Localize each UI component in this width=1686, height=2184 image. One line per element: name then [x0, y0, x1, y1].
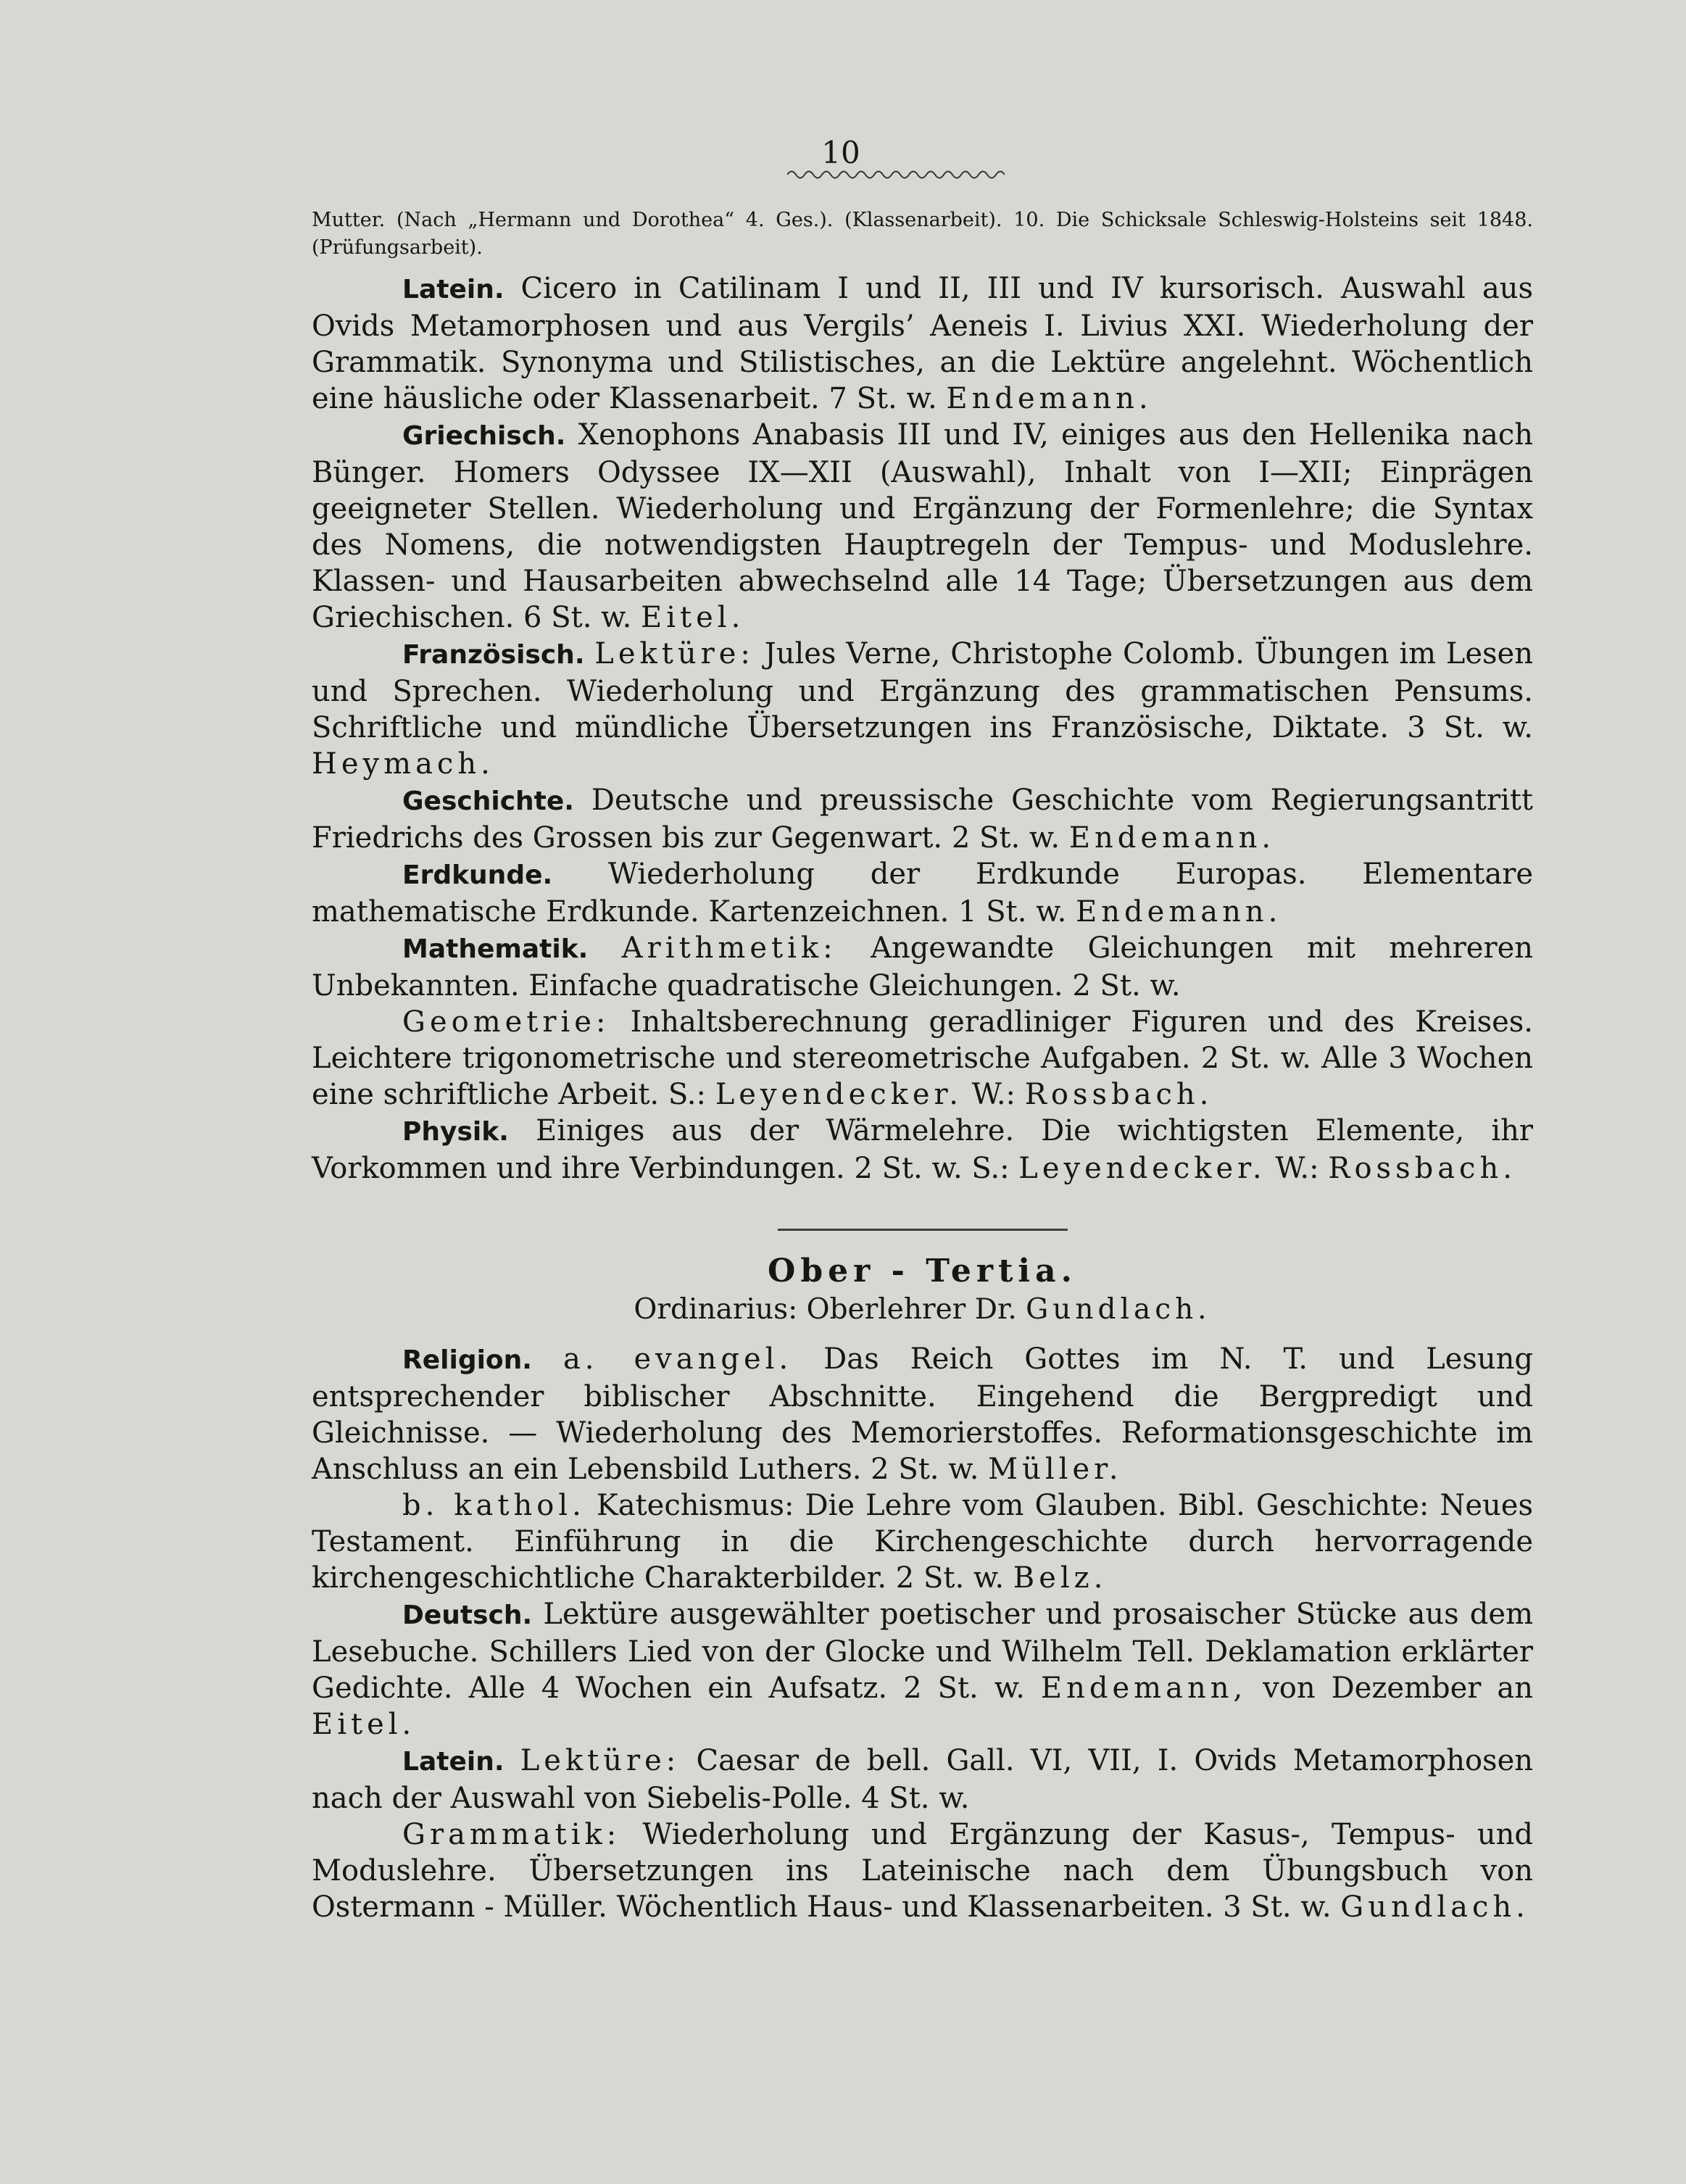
latein-ot-heading: Latein.: [402, 1747, 504, 1777]
geschichte-teacher: Endemann.: [1068, 821, 1276, 855]
geometrie-paragraph: [312, 1004, 1533, 1113]
erdkunde-teacher: Endemann.: [1076, 895, 1282, 929]
deutsch-teacher-first: Endemann,: [1040, 1672, 1247, 1705]
geschichte-heading: Geschichte.: [402, 786, 574, 816]
religion-evangel-paragraph: [312, 1341, 1533, 1487]
grammatik-teacher: Gundlach.: [1340, 1890, 1529, 1924]
griechisch-paragraph: [312, 417, 1533, 636]
physik-teacher-summer: Leyendecker.: [1018, 1152, 1266, 1185]
deutsch-teacher-second: Eitel.: [312, 1708, 416, 1741]
section-title: Ober - Tertia.: [768, 1253, 1077, 1290]
geometrie-text: Inhaltsberechnung geradliniger Figuren und des Kreises. Leichtere trigonometrische und stereometrische Aufgaben. 2 St. w. Alle 3 Wochen eine schriftliche Arbeit. S.:: [312, 1005, 1534, 1111]
physik-winter-label: W.:: [1275, 1152, 1319, 1185]
franzoesisch-text: Jules Verne, Christophe Colomb. Übungen im Lesen und Sprechen. Wiederholung und Ergänzung des grammatischen Pensums. Schriftliche und mündliche Übersetzungen ins Französische, Diktate. 3 St. w.: [312, 637, 1533, 744]
religion-kathol-paragraph: [312, 1487, 1533, 1596]
religion-evangel-text: Das Reich Gottes im N. T. und Lesung entsprechender biblischer Abschnitte. Eingehend die Bergpredigt und Gleichnisse. — Wiederholung des Memorierstoffes. Reformationsgeschichte im Anschluss an ein Lebensbild Luthers. 2 St. w.: [312, 1342, 1533, 1486]
top-note: Mutter. (Nach „Hermann und Dorothea“ 4. Ges.). (Klassenarbeit). 10. Die Schicksale Schleswig-Holsteins seit 1848. (Prüfungsarbeit).: [312, 209, 1533, 259]
religion-kathol-text: Katechismus: Die Lehre vom Glauben. Bibl. Geschichte: Neues Testament. Einführung in die Kirchengeschichte durch hervorragende kirchengeschichtliche Charakterbilder. 2 St. w.: [312, 1489, 1534, 1595]
ordinarius-prefix: Ordinarius: Oberlehrer Dr.: [634, 1293, 1017, 1326]
page-content: [312, 207, 1533, 1925]
latein-paragraph: [312, 270, 1533, 417]
grammatik-label: Grammatik:: [402, 1818, 621, 1851]
religion-kathol-teacher: Belz.: [1013, 1561, 1108, 1595]
erdkunde-paragraph: [312, 856, 1533, 930]
franzoesisch-label: Lektüre:: [594, 637, 755, 670]
franzoesisch-heading: Französisch.: [402, 640, 585, 670]
latein-ot-paragraph: [312, 1743, 1533, 1816]
mathematik-paragraph: [312, 930, 1533, 1004]
page-number: 10: [821, 135, 860, 170]
section-divider: [778, 1229, 1068, 1231]
griechisch-text: Xenophons Anabasis III und IV, einiges aus den Hellenika nach Bünger. Homers Odyssee IX—XII (Auswahl), Inhalt von I—XII; Einprägen geeigneter Stellen. Wiederholung und Ergänzung der Formenlehre; die Syntax des Nomens, die notwendigsten Hauptregeln der Tempus- und Moduslehre. Klassen- und Hausarbeiten abwechselnd alle 14 Tage; Übersetzungen aus dem Griechischen. 6 St. w.: [312, 418, 1533, 634]
franzoesisch-teacher: Heymach.: [312, 747, 494, 781]
page-number-ornament: [787, 168, 1005, 181]
physik-heading: Physik.: [402, 1117, 509, 1147]
ordinarius-name: Gundlach.: [1026, 1293, 1211, 1326]
latein-heading: Latein.: [402, 275, 504, 304]
physik-text: Einiges aus der Wärmelehre. Die wichtigsten Elemente, ihr Vorkommen und ihre Verbindungen. 2 St. w. S.:: [312, 1114, 1534, 1185]
religion-kathol-label: b. kathol.: [402, 1489, 586, 1522]
grammatik-paragraph: [312, 1816, 1533, 1925]
religion-heading: Religion.: [402, 1345, 532, 1375]
latein-teacher: Endemann.: [946, 382, 1153, 415]
geometrie-teacher-winter: Rossbach.: [1024, 1078, 1213, 1111]
geometrie-winter-label: W.:: [971, 1078, 1016, 1111]
latein-text: Cicero in Catilinam I und II, III und IV kursorisch. Auswahl aus Ovids Metamorphosen und aus Vergils’ Aeneis I. Livius XXI. Wiederholung der Grammatik. Synonyma und Stilistisches, an die Lektüre angelehnt. Wöchentlich eine häusliche oder Klassenarbeit. 7 St. w.: [312, 272, 1533, 415]
erdkunde-heading: Erdkunde.: [402, 860, 553, 890]
physik-paragraph: [312, 1113, 1533, 1187]
physik-teacher-winter: Rossbach.: [1328, 1152, 1516, 1185]
franzoesisch-paragraph: [312, 636, 1533, 782]
latein-ot-label: Lektüre:: [520, 1744, 681, 1777]
erdkunde-text: Wiederholung der Erdkunde Europas. Elementare mathematische Erdkunde. Kartenzeichnen. 1 St. w.: [312, 858, 1533, 929]
grammatik-text: Wiederholung und Ergänzung der Kasus-, Tempus- und Moduslehre. Übersetzungen ins Lateinische nach dem Übungsbuch von Ostermann - Müller. Wöchentlich Haus- und Klassenarbeiten. 3 St. w.: [312, 1818, 1534, 1924]
arithmetik-label: Arithmetik:: [621, 931, 837, 965]
ordinarius-line: [312, 1292, 1533, 1328]
geschichte-paragraph: [312, 782, 1533, 856]
mathematik-text: Angewandte Gleichungen mit mehreren Unbekannten. Einfache quadratische Gleichungen. 2 St. w.: [312, 931, 1533, 1002]
geometrie-teacher-summer: Leyendecker.: [715, 1078, 963, 1111]
religion-evangel-teacher: Müller.: [988, 1453, 1123, 1486]
mathematik-heading: Mathematik.: [402, 934, 589, 964]
griechisch-teacher: Eitel.: [641, 601, 745, 634]
deutsch-teacher-change: von Dezember an: [1263, 1672, 1533, 1705]
geometrie-label: Geometrie:: [402, 1005, 610, 1039]
geschichte-text: Deutsche und preussische Geschichte vom Regierungsantritt Friedrichs des Grossen bis zur Gegenwart. 2 St. w.: [312, 784, 1534, 855]
deutsch-paragraph: [312, 1596, 1533, 1743]
griechisch-heading: Griechisch.: [402, 421, 566, 451]
deutsch-text: Lektüre ausgewählter poetischer und prosaischer Stücke aus dem Lesebuche. Schillers Lied von der Glocke und Wilhelm Tell. Deklamation erklärter Gedichte. Alle 4 Wochen ein Aufsatz. 2 St. w.: [312, 1598, 1533, 1705]
latein-ot-text: Caesar de bell. Gall. VI, VII, I. Ovids Metamorphosen nach der Auswahl von Siebelis-Polle. 4 St. w.: [312, 1744, 1534, 1815]
religion-evangel-label: a. evangel.: [562, 1342, 793, 1376]
deutsch-heading: Deutsch.: [402, 1600, 533, 1630]
